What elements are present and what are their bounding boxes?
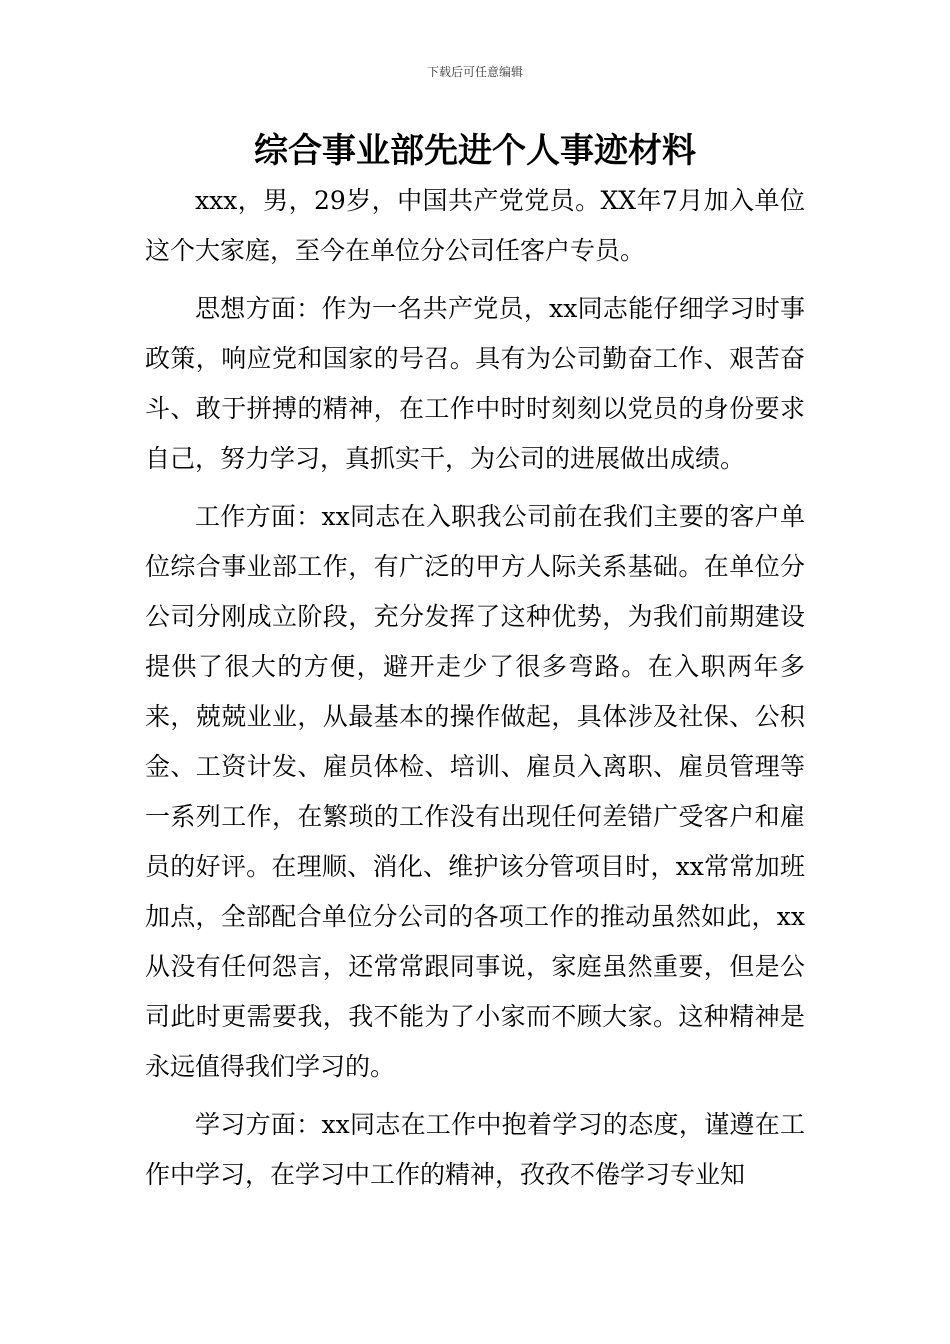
paragraph-intro: xxx，男，29岁，中国共产党党员。XX年7月加入单位这个大家庭，至今在单位分公司任客户专员。 <box>145 186 805 265</box>
paragraph-work: 工作方面：xx同志在入职我公司前在我们主要的客户单位综合事业部工作，有广泛的甲方人际关系基础。在单位分公司分刚成立阶段，充分发挥了这种优势，为我们前期建设提供了很大的方便，避开走少了很多弯路。在入职两年多来，兢兢业业，从最基本的操作做起，具体涉及社保、公积金、工资计发、雇员体检、培训、雇员入离职、雇员管理等一系列工作，在繁琐的工作没有出现任何差错广受客户和雇员的好评。在理顺、消化、维护该分管项目时，xx常常加班加点，全部配合单位分公司的各项工作的推动虽然如此，xx从没有任何怨言，还常常跟同事说，家庭虽然重要，但是公司此时更需要我，我不能为了小家而不顾大家。这种精神是永远值得我们学习的。 <box>145 502 805 1081</box>
document-title: 综合事业部先进个人事迹材料 <box>254 131 696 171</box>
document-body <box>145 176 805 1208</box>
header-note: 下载后可任意编辑 <box>426 65 523 79</box>
paragraph-ideology: 思想方面：作为一名共产党员，xx同志能仔细学习时事政策，响应党和国家的号召。具有为公司勤奋工作、艰苦奋斗、敢于拼搏的精神，在工作中时时刻刻以党员的身份要求自己，努力学习，真抓实干，为公司的进展做出成绩。 <box>145 294 805 473</box>
paragraph-study: 学习方面：xx同志在工作中抱着学习的态度，谨遵在工作中学习，在学习中工作的精神，孜孜不倦学习专业知 <box>145 1110 805 1189</box>
